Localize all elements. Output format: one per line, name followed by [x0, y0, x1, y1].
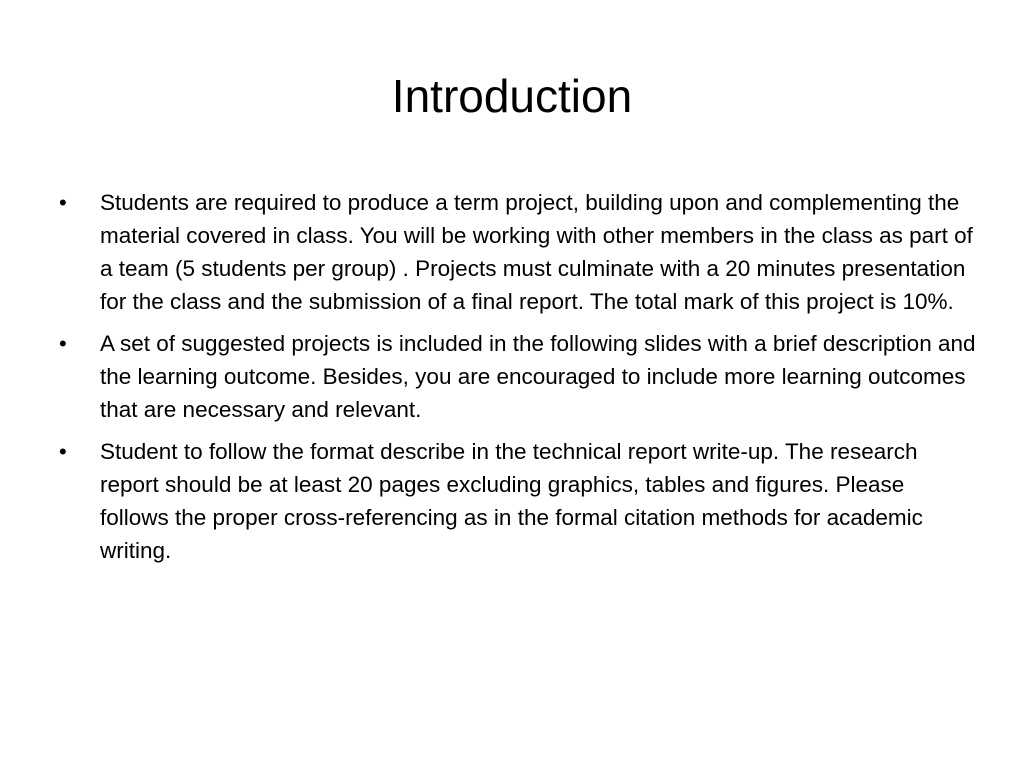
bullet-text: Student to follow the format describe in the technical report write-up. The research report should be at least 20 pages excluding graphics, tables and figures. Please follows the proper cross-referencing as in the formal citation methods for academic writing.: [100, 439, 923, 563]
bullet-marker-icon: •: [59, 331, 67, 356]
bullet-text: A set of suggested projects is included in the following slides with a brief description and the learning outcome. Besides, you are encouraged to include more learning outcomes that are necessary and relevant.: [100, 331, 976, 422]
bullet-marker-icon: •: [59, 439, 67, 464]
bullet-item: [58, 186, 978, 318]
bullet-item: [58, 327, 978, 426]
bullet-list: [58, 186, 978, 576]
slide-title: Introduction: [391, 70, 633, 122]
bullet-item: [58, 435, 978, 567]
bullet-marker-icon: •: [59, 190, 67, 215]
bullet-text: Students are required to produce a term project, building upon and complementing the material covered in class. You will be working with other members in the class as part of a team (5 students per group) . Projects must culminate with a 20 minutes presentation for the class and the submission of a final report. The total mark of this project is 10%.: [100, 190, 973, 314]
